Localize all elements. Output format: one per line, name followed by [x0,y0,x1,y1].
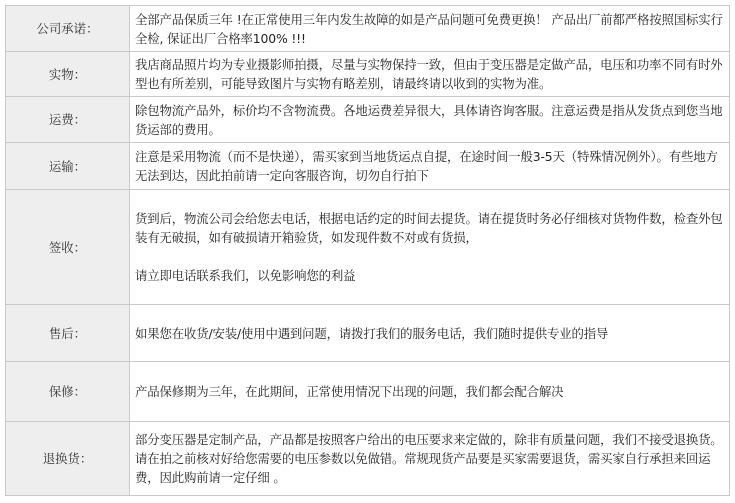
policy-table [5,5,730,496]
table-row-receipt [6,190,730,305]
row-content [130,362,730,422]
row-content [130,97,730,143]
row-label: 退换货： [6,422,130,496]
table-row-warranty [6,362,730,422]
row-content [130,422,730,496]
row-label: 签收： [6,190,130,305]
row-paragraph: 货到后，物流公司会给您去电话，根据电话约定的时间去提货。请在提货时务必仔细核对货物件数，检查外包装有无破损，如有破损请开箱验货，如发现件数不对或有货损， [135,211,723,245]
row-paragraph: 请立即电话联系我们，以免影响您的利益 [135,268,356,283]
row-paragraph: 除包物流产品外，标价均不含物流费。各地运费差异很大，具体请咨询客服。注意运费是指从发货点到您当地货运部的费用。 [135,102,723,137]
row-paragraph: 如果您在收货/安装/使用中遇到问题，请拨打我们的服务电话，我们随时提供专业的指导 [135,325,609,341]
table-row-after-sales [6,305,730,362]
row-label: 运输： [6,143,130,190]
row-paragraph: 我店商品照片均为专业摄影师拍摄，尽量与实物保持一致，但由于变压器是定做产品，电压和功率不同有时外型也有所差别，可能导致图片与实物有略差别，请最终请以收到的实物为准。 [135,57,723,91]
table-row-shipping-fee [6,97,730,143]
row-content [130,305,730,362]
row-content [130,52,730,97]
table-row-actual-product [6,52,730,97]
row-label: 公司承诺： [6,6,130,52]
row-paragraph: 注意是采用物流（而不是快递），需买家到当地货运点自提，在途时间一般3-5天（特殊情况例外）。有些地方无法到达，因此拍前请一定向客服咨询，切勿自行拍下 [135,149,718,183]
table-row-company-promise [6,6,730,52]
row-paragraph: 产品保修期为三年，在此期间，正常使用情况下出现的问题，我们都会配合解决 [135,384,564,399]
row-paragraph: 全部产品保质三年 !在正常使用三年内发生故障的如是产品问题可免费更换！ 产品出厂前都严格按照国标实行全检, 保证出厂合格率100% !!! [135,11,723,46]
row-label: 保修： [6,362,130,422]
row-label: 实物： [6,52,130,97]
row-content [130,143,730,190]
table-row-transport [6,143,730,190]
paragraph-spacer [135,247,723,266]
row-paragraph: 部分变压器是定制产品，产品都是按照客户给出的电压要求来定做的，除非有质量问题，我们不接受退换货。请在拍之前核对好给您需要的电压参数以免做错。常规现货产品要是买家需要退货，需买家自行承担来回运费，因此购前请一定仔细 。 [135,432,723,485]
row-label: 售后： [6,305,130,362]
row-label: 运费： [6,97,130,143]
row-content [130,6,730,52]
table-row-returns [6,422,730,496]
row-content [130,190,730,305]
